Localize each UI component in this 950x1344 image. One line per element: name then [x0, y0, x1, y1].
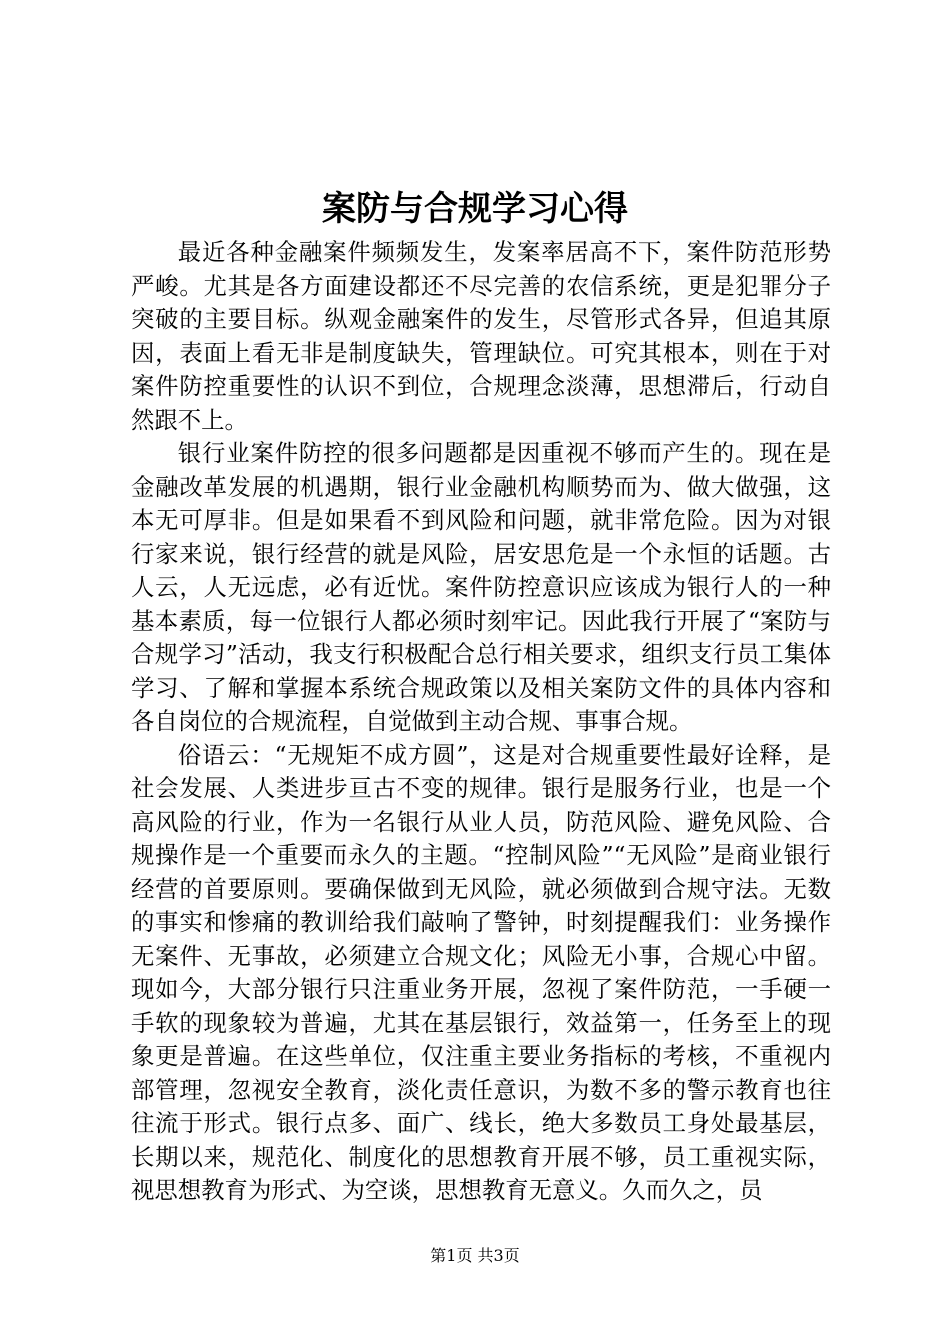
paragraph-1: 最近各种金融案件频频发生，发案率居高不下，案件防范形势严峻。尤其是各方面建设都还不尽完善的农信系统，更是犯罪分子突破的主要目标。纵观金融案件的发生，尽管形式各异，但追其原因，表面上看无非是制度缺失，管理缺位。可究其根本，则在于对案件防控重要性的认识不到位，合规理念淡薄，思想滞后，行动自然跟不上。 — [131, 238, 831, 434]
document-body — [131, 236, 831, 1208]
paragraph-3: 俗语云：“无规矩不成方圆”，这是对合规重要性最好诠释，是社会发展、人类进步亘古不变的规律。银行是服务行业，也是一个高风险的行业，作为一名银行从业人员，防范风险、避免风险、合规操作是一个重要而永久的主题。“控制风险”“无风险”是商业银行经营的首要原则。要确保做到无风险，就必须做到合规守法。无数的事实和惨痛的教训给我们敲响了警钟，时刻提醒我们：业务操作无案件、无事故，必须建立合规文化；风险无小事，合规心中留。现如今，大部分银行只注重业务开展，忽视了案件防范，一手硬一手软的现象较为普遍，尤其在基层银行，效益第一，任务至上的现象更是普遍。在这些单位，仅注重主要业务指标的考核，不重视内部管理，忽视安全教育，淡化责任意识，为数不多的警示教育也往往流于形式。银行点多、面广、线长，绝大多数员工身处最基层，长期以来，规范化、制度化的思想教育开展不够，员工重视实际，视思想教育为形式、为空谈，思想教育无意义。久而久之，员 — [131, 740, 831, 1204]
document-title: 案防与合规学习心得 — [322, 189, 628, 229]
paragraph-2: 银行业案件防控的很多问题都是因重视不够而产生的。现在是金融改革发展的机遇期，银行业金融机构顺势而为、做大做强，这本无可厚非。但是如果看不到风险和问题，就非常危险。因为对银行家来说，银行经营的就是风险，居安思危是一个永恒的话题。古人云，人无远虑，必有近忧。案件防控意识应该成为银行人的一种基本素质，每一位银行人都必须时刻牢记。因此我行开展了“案防与合规学习”活动，我支行积极配合总行相关要求，组织支行员工集体学习、了解和掌握本系统合规政策以及相关案防文件的具体内容和各自岗位的合规流程，自觉做到主动合规、事事合规。 — [131, 439, 831, 735]
page-footer: 第1页 共3页 — [430, 1246, 520, 1265]
